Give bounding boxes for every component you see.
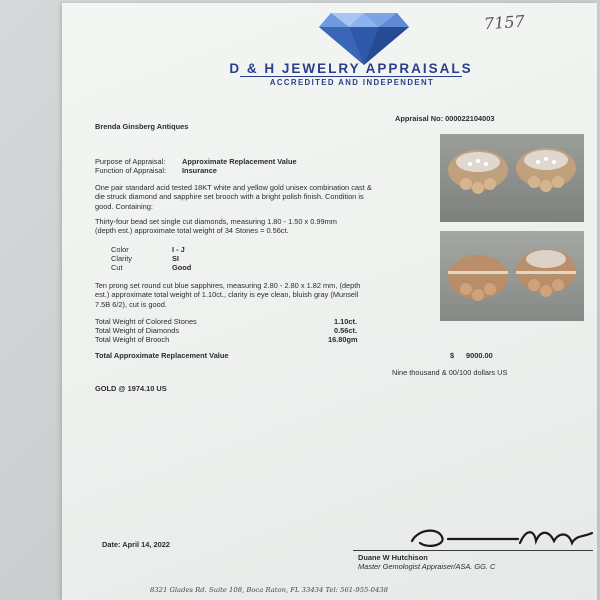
brooch-image-back <box>440 231 584 321</box>
clarity-label: Clarity <box>111 254 132 263</box>
total-brooch-value: 16.80gm <box>328 335 358 344</box>
brooch-image-front <box>440 134 584 222</box>
appraisal-document <box>62 3 597 600</box>
total-colored-label: Total Weight of Colored Stones <box>95 317 197 326</box>
client-name: Brenda Ginsberg Antiques <box>95 122 189 131</box>
appraiser-title: Master Gemologist Appraiser/ASA. GG. C <box>358 562 496 571</box>
clarity-value: SI <box>172 254 179 263</box>
diamond-logo-icon <box>319 9 409 65</box>
brooch-photo-front <box>440 134 584 222</box>
appraisal-number: Appraisal No: 000022104003 <box>395 114 495 123</box>
company-tagline: ACCREDITED AND INDEPENDENT <box>269 78 435 87</box>
replacement-label: Total Approximate Replacement Value <box>95 351 229 360</box>
footer-address: 8321 Glades Rd. Suite 108, Boca Raton, FL 33434 Tel: 561-955-0438 <box>150 586 388 594</box>
cut-value: Good <box>172 263 192 272</box>
item-description: One pair standard acid tested 18KT white and yellow gold unisex combination cast & die struck diamond and sapphire set brooch with a bright polish finish. Condition is good. Containing: <box>95 183 372 211</box>
cut-label: Cut <box>111 263 123 272</box>
purpose-value: Approximate Replacement Value <box>182 157 297 166</box>
company-name: D & H JEWELRY APPRAISALS <box>229 61 473 76</box>
total-diamonds-label: Total Weight of Diamonds <box>95 326 180 335</box>
function-label: Function of Appraisal: <box>95 166 167 175</box>
purpose-label: Purpose of Appraisal: <box>95 157 166 166</box>
total-brooch-label: Total Weight of Brooch <box>95 335 170 344</box>
color-label: Color <box>111 245 129 254</box>
value-in-words: Nine thousand & 00/100 dollars US <box>392 368 508 377</box>
gold-price: GOLD @ 1974.10 US <box>95 384 167 393</box>
signature-line <box>353 550 593 551</box>
appraiser-signature <box>408 523 598 553</box>
header-divider <box>240 76 462 77</box>
color-value: I - J <box>172 245 185 254</box>
sapphire-description: Ten prong set round cut blue sapphires, measuring 2.80 - 2.80 x 1.82 mm, (depth est.) approximate total weight of 1.10ct., clarity is eye clean, bluish gray (Munsell 7.5B 6/2), cut is good. <box>95 281 361 309</box>
diamond-description: Thirty-four bead set single cut diamonds, measuring 1.80 - 1.50 x 0.99mm (depth est.) approximate total weight of 34 Stones = 0.56ct. <box>95 217 337 236</box>
brooch-photo-back <box>440 231 584 321</box>
replacement-value: 9000.00 <box>466 351 493 360</box>
function-value: Insurance <box>182 166 217 175</box>
appraiser-name: Duane W Hutchison <box>358 553 428 562</box>
currency-symbol: $ <box>450 351 455 360</box>
total-colored-value: 1.10ct. <box>334 317 358 326</box>
handwritten-number: 7157 <box>483 11 526 34</box>
total-diamonds-value: 0.56ct. <box>334 326 358 335</box>
appraisal-date: Date: April 14, 2022 <box>102 540 170 549</box>
